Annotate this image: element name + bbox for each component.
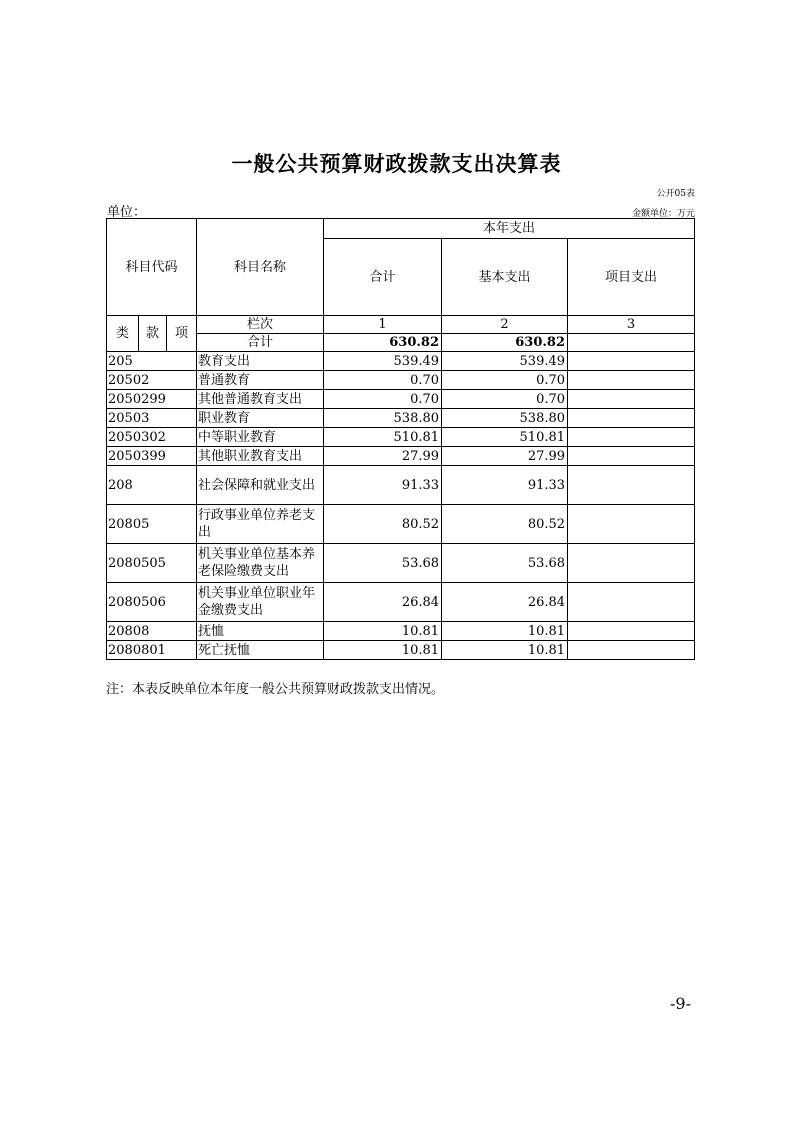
table-row <box>107 409 695 428</box>
table-row <box>107 544 695 583</box>
table-row <box>107 428 695 447</box>
row-project <box>568 622 695 641</box>
row-basic: 80.52 <box>442 505 568 544</box>
sum-label: 合计 <box>197 334 324 352</box>
row-code: 2080505 <box>107 544 197 583</box>
row-name: 抚恤 <box>197 622 324 641</box>
row-code: 20503 <box>107 409 197 428</box>
row-code: 205 <box>107 352 197 371</box>
row-project <box>568 641 695 660</box>
row-basic: 538.80 <box>442 409 568 428</box>
table-row <box>107 447 695 466</box>
header-kuan: 款 <box>139 316 167 352</box>
row-total: 53.68 <box>324 544 442 583</box>
row-total: 10.81 <box>324 641 442 660</box>
row-project <box>568 447 695 466</box>
row-basic: 91.33 <box>442 466 568 505</box>
header-column-index: 栏次 <box>197 316 324 334</box>
row-name: 职业教育 <box>197 409 324 428</box>
sum-project <box>568 334 695 352</box>
header-year-expense: 本年支出 <box>324 219 695 239</box>
row-basic: 0.70 <box>442 371 568 390</box>
row-code: 20805 <box>107 505 197 544</box>
row-project <box>568 583 695 622</box>
header-code: 科目代码 <box>107 219 197 316</box>
header-basic: 基本支出 <box>442 239 568 316</box>
page-number: -9- <box>670 994 691 1013</box>
row-project <box>568 466 695 505</box>
row-code: 2080506 <box>107 583 197 622</box>
row-project <box>568 352 695 371</box>
row-project <box>568 371 695 390</box>
page-title: 一般公共预算财政拨款支出决算表 <box>231 152 562 176</box>
row-name: 其他普通教育支出 <box>197 390 324 409</box>
row-basic: 27.99 <box>442 447 568 466</box>
amount-unit: 金额单位：万元 <box>631 209 695 219</box>
row-name: 死亡抚恤 <box>197 641 324 660</box>
row-project <box>568 409 695 428</box>
row-project <box>568 390 695 409</box>
row-name: 机关事业单位职业年金缴费支出 <box>197 583 324 622</box>
expenditure-table <box>106 218 695 660</box>
row-total: 0.70 <box>324 371 442 390</box>
table-note: 注：本表反映单位本年度一般公共预算财政拨款支出情况。 <box>106 682 445 697</box>
row-basic: 10.81 <box>442 641 568 660</box>
row-basic: 0.70 <box>442 390 568 409</box>
row-total: 27.99 <box>324 447 442 466</box>
row-basic: 26.84 <box>442 583 568 622</box>
row-total: 510.81 <box>324 428 442 447</box>
row-code: 2080801 <box>107 641 197 660</box>
sum-total: 630.82 <box>324 334 442 352</box>
header-col1: 1 <box>324 316 442 334</box>
header-total: 合计 <box>324 239 442 316</box>
row-name: 中等职业教育 <box>197 428 324 447</box>
header-col2: 2 <box>442 316 568 334</box>
row-basic: 510.81 <box>442 428 568 447</box>
row-total: 80.52 <box>324 505 442 544</box>
row-total: 91.33 <box>324 466 442 505</box>
row-name: 机关事业单位基本养老保险缴费支出 <box>197 544 324 583</box>
row-name: 教育支出 <box>197 352 324 371</box>
row-name: 行政事业单位养老支出 <box>197 505 324 544</box>
table-row <box>107 466 695 505</box>
row-basic: 53.68 <box>442 544 568 583</box>
row-code: 20502 <box>107 371 197 390</box>
row-project <box>568 544 695 583</box>
row-name: 其他职业教育支出 <box>197 447 324 466</box>
row-total: 0.70 <box>324 390 442 409</box>
row-basic: 539.49 <box>442 352 568 371</box>
header-project: 项目支出 <box>568 239 695 316</box>
table-row <box>107 352 695 371</box>
row-total: 10.81 <box>324 622 442 641</box>
form-code: 公开05表 <box>656 189 695 199</box>
row-name: 普通教育 <box>197 371 324 390</box>
table-row <box>107 505 695 544</box>
row-basic: 10.81 <box>442 622 568 641</box>
table-row <box>107 371 695 390</box>
header-col3: 3 <box>568 316 695 334</box>
table-row <box>107 583 695 622</box>
table-row <box>107 390 695 409</box>
row-total: 26.84 <box>324 583 442 622</box>
row-name: 社会保障和就业支出 <box>197 466 324 505</box>
row-project <box>568 505 695 544</box>
row-code: 2050399 <box>107 447 197 466</box>
row-total: 539.49 <box>324 352 442 371</box>
row-code: 2050299 <box>107 390 197 409</box>
row-code: 208 <box>107 466 197 505</box>
row-code: 20808 <box>107 622 197 641</box>
table-row <box>107 641 695 660</box>
row-project <box>568 428 695 447</box>
table-row <box>107 622 695 641</box>
header-lei: 类 <box>107 316 139 352</box>
header-xiang: 项 <box>167 316 197 352</box>
header-name: 科目名称 <box>197 219 324 316</box>
row-total: 538.80 <box>324 409 442 428</box>
unit-label: 单位： <box>107 205 147 220</box>
sum-basic: 630.82 <box>442 334 568 352</box>
row-code: 2050302 <box>107 428 197 447</box>
